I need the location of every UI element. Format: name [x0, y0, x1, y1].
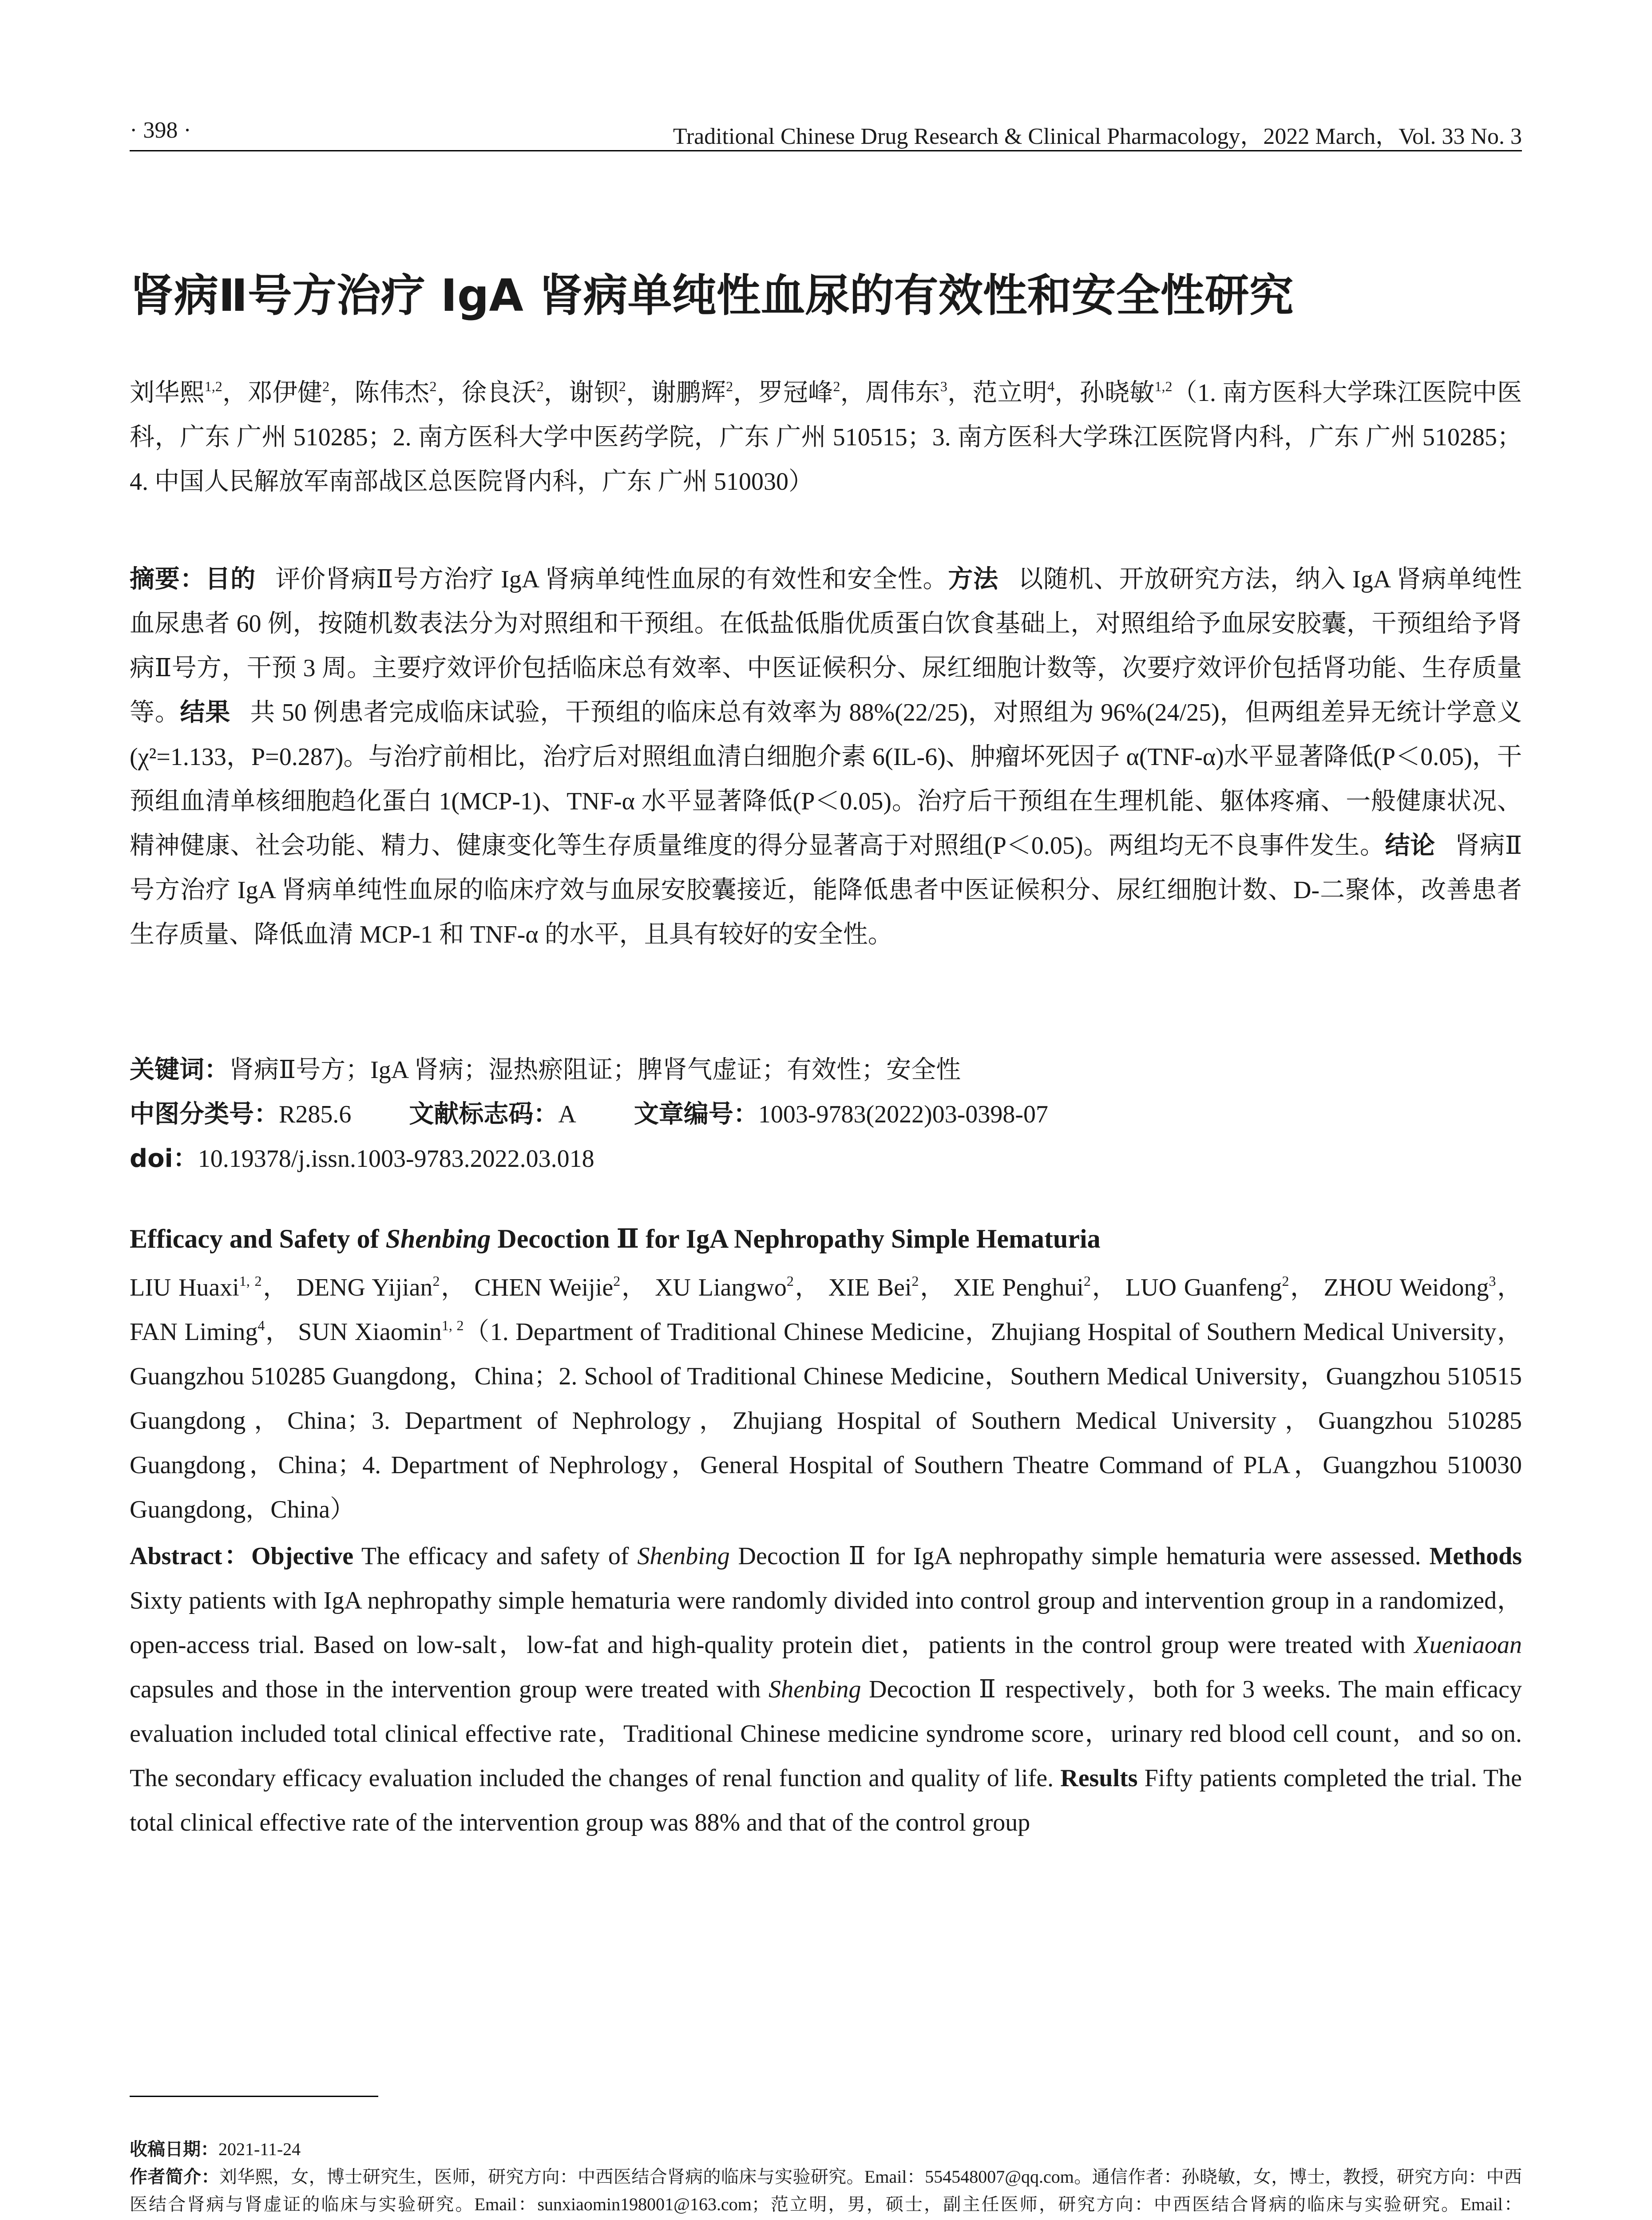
en-author-affiliation-mark: 2: [786, 1273, 794, 1289]
received-value: 2021-11-24: [218, 2139, 301, 2159]
clc-label: 中图分类号：: [130, 1100, 279, 1129]
footnote-divider: [130, 2096, 378, 2097]
cn-author-name: 刘华熙: [130, 379, 205, 407]
methods-label-en: Methods: [1429, 1542, 1522, 1570]
author-list-en: LIU Huaxi$^{1, 2}$， DENG Yijian$^2$， CHEN Weijie$^2$， XU Liangwo$^2$， XIE Bei$^2$， XIE Penghui$^2$， LUO Guanfeng$^2$， ZHOU Weidong$^3$， FAN Liming$^4$， SUN Xiaomin$^{1, 2}$: [130, 1273, 1522, 1346]
running-header: [130, 115, 1522, 151]
doc-code-value: A: [558, 1101, 576, 1128]
affiliations-en: （1. Department of Traditional Chinese Medicine，Zhujiang Hospital of Southern Medical University，Guangzhou 510285 Guangdong，China；2. School of Traditional Chinese Medicine，Southern Medical University，Guangzhou 510515 Guangdong，China；3. Department of Nephrology，Zhujiang Hospital of Southern Medical University，Guangzhou 510285 Guangdong，China；4. Department of Nephrology，General Hospital of Southern Theatre Command of PLA，Guangzhou 510030 Guangdong，China）: [130, 1318, 1522, 1523]
article-title-en: [130, 1223, 1522, 1254]
en-author-name: XIE Penghui: [953, 1274, 1084, 1301]
objective-text-cn: 评价肾病Ⅱ号方治疗 IgA 肾病单纯性血尿的有效性和安全性。: [275, 566, 948, 593]
cn-author-name: 范立明: [972, 379, 1048, 407]
en-author-name: CHEN Weijie: [474, 1274, 614, 1301]
cn-author-name: 孙晓敏: [1079, 379, 1155, 407]
title-en-italic: Shenbing: [385, 1224, 491, 1253]
methods-text-cn: 以随机、开放研究方法，纳入 IgA 肾病单纯性血尿患者 60 例，按随机数表法分为对照组和干预组。在低盐低脂优质蛋白饮食基础上，对照组给予血尿安胶囊，干预组给予肾病Ⅱ号方，干预 3 周。主要疗效评价包括临床总有效率、中医证候积分、尿红细胞计数等，次要疗效评价包括肾功能、生存质量等。: [130, 566, 1522, 726]
methods-text-en-b: capsules and those in the intervention group were treated with: [130, 1676, 769, 1703]
abstract-label-cn: 摘要：: [130, 565, 206, 594]
article-number-value: 1003-9783(2022)03-0398-07: [758, 1101, 1049, 1128]
abstract-label-en: Abstract：: [130, 1542, 251, 1570]
keywords-label-cn: 关键词：: [130, 1055, 229, 1084]
en-author-name: DENG Yijian: [296, 1274, 433, 1301]
author-bio-label: 作者简介：: [130, 2167, 219, 2187]
en-author-affiliation-mark: 1, 2: [239, 1273, 262, 1289]
received-label: 收稿日期：: [130, 2139, 218, 2160]
en-author-affiliation-mark: 1, 2: [441, 1317, 464, 1333]
results-text-en: Fifty patients completed the trial. The total clinical effective rate of the intervention group was 88% and that of the control group: [130, 1764, 1522, 1836]
objective-text-en-b: Decoction Ⅱ for IgA nephropathy simple hematuria were assessed.: [729, 1542, 1430, 1570]
page-number: · 398 ·: [130, 118, 191, 143]
footnotes: [130, 2136, 1522, 2220]
objective-label-cn: 目的: [205, 565, 256, 594]
doi-line: [130, 1137, 1522, 1181]
en-author-name: XU Liangwo: [655, 1274, 787, 1301]
conclusion-label-cn: 结论: [1385, 831, 1435, 860]
results-label-cn: 结果: [180, 698, 231, 727]
conclusion-text-cn: 肾病Ⅱ号方治疗 IgA 肾病单纯性血尿的临床疗效与血尿安胶囊接近，能降低患者中医证候积分、尿红细胞计数、D-二聚体，改善患者生存质量、降低血清 MCP-1 和 TNF-α 的水平，且具有较好的安全性。: [130, 832, 1522, 948]
abstract-en: [130, 1534, 1522, 1845]
authors-en: [130, 1265, 1522, 1532]
classification-line: [130, 1092, 1522, 1137]
cn-author-affiliation-mark: 2: [833, 378, 840, 394]
cn-author-affiliation-mark: 1,2: [1154, 378, 1173, 394]
title-en-pre: Efficacy and Safety of: [130, 1224, 386, 1253]
footnote-author: [130, 2163, 1522, 2220]
cn-author-name: 谢钡: [569, 379, 619, 407]
cn-author-affiliation-mark: 2: [429, 378, 437, 394]
methods-text-en-c: Decoction Ⅱ respectively，both for 3 weeks. The main efficacy evaluation included total clinical effective rate，Traditional Chinese medicine syndrome score，urinary red blood cell count，and so on. The secondary efficacy evaluation included the changes of renal function and quality of life.: [130, 1676, 1522, 1792]
keywords-value-cn: 肾病Ⅱ号方；IgA 肾病；湿热瘀阻证；脾肾气虚证；有效性；安全性: [229, 1056, 961, 1084]
methods-text-en-italic-2: Shenbing: [769, 1676, 861, 1703]
en-author-name: FAN Liming: [130, 1318, 258, 1346]
en-author-name: XIE Bei: [828, 1274, 912, 1301]
cn-author-name: 邓伊健: [247, 379, 323, 407]
methods-text-en-italic-1: Xueniaoan: [1414, 1631, 1522, 1659]
cn-author-name: 谢鹏辉: [651, 379, 726, 407]
abstract-cn: [130, 557, 1522, 957]
en-author-name: LUO Guanfeng: [1125, 1274, 1282, 1301]
cn-author-affiliation-mark: 1,2: [204, 378, 222, 394]
footnote-received: [130, 2136, 1522, 2163]
objective-text-en-a: The efficacy and safety of: [353, 1542, 638, 1570]
cn-author-affiliation-mark: 2: [536, 378, 544, 394]
methods-label-cn: 方法: [948, 565, 998, 594]
cn-author-name: 罗冠峰: [758, 379, 833, 407]
keywords-cn: [130, 1048, 1522, 1092]
doi-label: doi：: [130, 1144, 198, 1173]
cn-author-name: 徐良沃: [461, 379, 537, 407]
cn-author-affiliation-mark: 2: [726, 378, 733, 394]
doc-code-label: 文献标志码：: [409, 1100, 559, 1129]
title-en-post: Decoction Ⅱ for IgA Nephropathy Simple Hematuria: [491, 1224, 1101, 1253]
en-author-affiliation-mark: 2: [1282, 1273, 1289, 1289]
en-author-affiliation-mark: 2: [911, 1273, 919, 1289]
article-title-cn: 肾病Ⅱ号方治疗 IgA 肾病单纯性血尿的有效性和安全性研究: [130, 270, 1294, 321]
cn-author-affiliation-mark: 2: [618, 378, 626, 394]
author-bio-value: 刘华熙，女，博士研究生，医师，研究方向：中西医结合肾病的临床与实验研究。Email：554548007@qq.com。通信作者：孙晓敏，女，博士，教授，研究方向：中西医结合肾病与肾虚证的临床与实验研究。Email：sunxiaomin198001@163.com；范立明，男，硕士，副主任医师，研究方向：中西医结合肾病的临床与实验研究。Email：: [130, 2167, 1522, 2214]
authors-cn: [130, 371, 1522, 504]
en-author-name: ZHOU Weidong: [1323, 1274, 1489, 1301]
journal-citation: Traditional Chinese Drug Research & Clinical Pharmacology，2022 March，Vol. 33 No. 3: [673, 124, 1522, 149]
methods-text-en-a: Sixty patients with IgA nephropathy simple hematuria were randomly divided into control group and intervention group in a randomized，open-access trial. Based on low-salt，low-fat and high-quality protein diet，patients in the control group were treated with: [130, 1587, 1522, 1659]
en-author-affiliation-mark: 2: [613, 1273, 621, 1289]
cn-author-affiliation-mark: 4: [1047, 378, 1055, 394]
objective-text-en-italic: Shenbing: [637, 1542, 730, 1570]
cn-author-name: 陈伟杰: [354, 379, 430, 407]
en-author-name: SUN Xiaomin: [298, 1318, 442, 1346]
en-author-name: LIU Huaxi: [130, 1274, 239, 1301]
cn-author-name: 周伟东: [865, 379, 940, 407]
results-text-cn: 共 50 例患者完成临床试验，干预组的临床总有效率为 88%(22/25)，对照组为 96%(24/25)，但两组差异无统计学意义(χ²=1.133，P=0.287)。与治疗前相比，治疗后对照组血清白细胞介素 6(IL-6)、肿瘤坏死因子 α(TNF-α)水平显著降低(P＜0.05)，干预组血清单核细胞趋化蛋白 1(MCP-1)、TNF-α 水平显著降低(P＜0.05)。治疗后干预组在生理机能、躯体疼痛、一般健康状况、精神健康、社会功能、精力、健康变化等生存质量维度的得分显著高于对照组(P＜0.05)。两组均无不良事件发生。: [130, 699, 1522, 860]
article-number-label: 文章编号：: [634, 1100, 758, 1129]
affiliations-cn: （1. 南方医科大学珠江医院中医科，广东 广州 510285；2. 南方医科大学中医药学院，广东 广州 510515；3. 南方医科大学珠江医院肾内科，广东 广州 510285；4. 中国人民解放军南部战区总医院肾内科，广东 广州 510030）: [130, 379, 1522, 496]
cn-author-affiliation-mark: 2: [322, 378, 330, 394]
en-author-affiliation-mark: 3: [1489, 1273, 1496, 1289]
results-label-en: Results: [1060, 1764, 1138, 1792]
clc-value: R285.6: [279, 1101, 352, 1128]
author-list-cn: 刘华熙$^{1,2}$，邓伊健$^2$，陈伟杰$^2$，徐良沃$^2$，谢钡$^2$，谢鹏辉$^2$，罗冠峰$^2$，周伟东$^3$，范立明$^4$，孙晓敏$^{1,2}$: [130, 378, 1173, 407]
objective-label-en: Objective: [251, 1542, 354, 1570]
en-author-affiliation-mark: 2: [1084, 1273, 1091, 1289]
doi-value: 10.19378/j.issn.1003-9783.2022.03.018: [198, 1145, 594, 1173]
en-author-affiliation-mark: 4: [258, 1317, 265, 1333]
cn-author-affiliation-mark: 3: [940, 378, 947, 394]
en-author-affiliation-mark: 2: [432, 1273, 440, 1289]
